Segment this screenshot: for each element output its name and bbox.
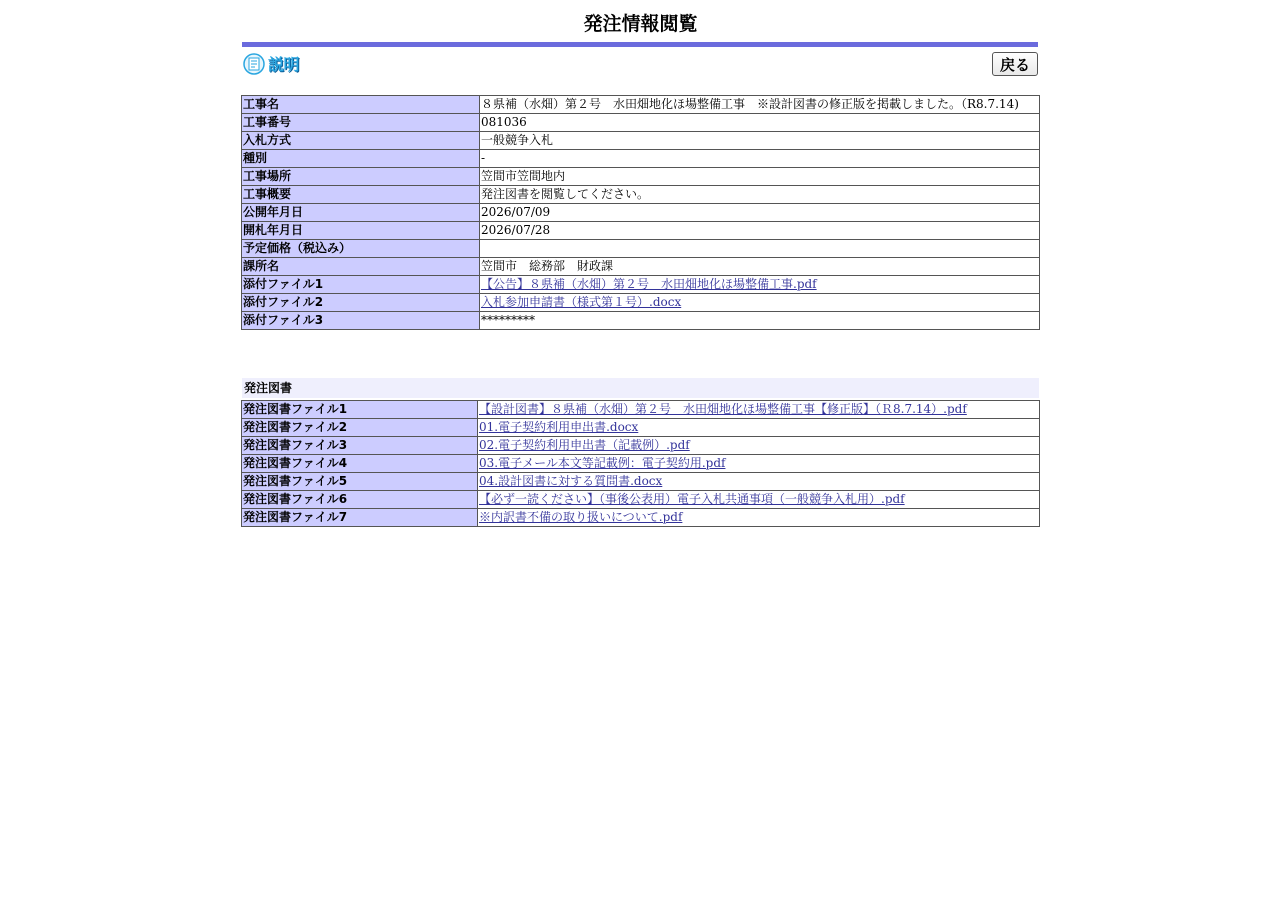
row-label: 発注図書ファイル4 [242, 455, 478, 473]
row-label: 発注図書ファイル5 [242, 473, 478, 491]
table-row [242, 276, 1040, 294]
row-value [480, 240, 1040, 258]
row-value [478, 419, 1040, 437]
table-row [242, 96, 1040, 114]
drawing-file-link[interactable]: 【設計図書】８県補（水畑）第２号 水田畑地化ほ場整備工事【修正版】（Ｒ8.7.14）.pdf [479, 402, 967, 416]
row-value: 2026/07/09 [480, 204, 1040, 222]
row-value [480, 294, 1040, 312]
drawings-table [241, 400, 1040, 527]
row-value [478, 491, 1040, 509]
table-row [242, 258, 1040, 276]
row-label: 発注図書ファイル6 [242, 491, 478, 509]
row-value [478, 437, 1040, 455]
table-row [242, 455, 1040, 473]
help-label: 説明 [268, 55, 300, 74]
row-label: 入札方式 [242, 132, 480, 150]
row-value: 発注図書を閲覧してください。 [480, 186, 1040, 204]
row-label: 予定価格（税込み） [242, 240, 480, 258]
row-value [478, 473, 1040, 491]
row-label: 添付ファイル2 [242, 294, 480, 312]
table-row [242, 401, 1040, 419]
drawing-file-link[interactable]: 03.電子メール本文等記載例：電子契約用.pdf [479, 456, 726, 470]
row-value [480, 276, 1040, 294]
table-row [242, 312, 1040, 330]
section-spacer [241, 330, 1039, 378]
page-container [241, 0, 1039, 527]
row-label: 発注図書ファイル1 [242, 401, 478, 419]
row-value: ８県補（水畑）第２号 水田畑地化ほ場整備工事 ※設計図書の修正版を掲載しました。（R8.7.14) [480, 96, 1040, 114]
table-row [242, 186, 1040, 204]
attachment-link[interactable]: 【公告】８県補（水畑）第２号 水田畑地化ほ場整備工事.pdf [481, 277, 817, 291]
row-value: 一般競争入札 [480, 132, 1040, 150]
toolbar [241, 47, 1039, 95]
row-value: 笠間市笠間地内 [480, 168, 1040, 186]
drawings-section-header: 発注図書 [242, 378, 1039, 398]
table-row [242, 294, 1040, 312]
table-row [242, 132, 1040, 150]
row-value: ********* [480, 312, 1040, 330]
row-label: 工事場所 [242, 168, 480, 186]
table-row [242, 204, 1040, 222]
row-label: 発注図書ファイル3 [242, 437, 478, 455]
table-row [242, 473, 1040, 491]
drawing-file-link[interactable]: 04.設計図書に対する質問書.docx [479, 474, 663, 488]
row-label: 開札年月日 [242, 222, 480, 240]
row-label: 発注図書ファイル7 [242, 509, 478, 527]
row-label: 添付ファイル3 [242, 312, 480, 330]
table-row [242, 240, 1040, 258]
row-label: 発注図書ファイル2 [242, 419, 478, 437]
back-button[interactable]: 戻る [992, 52, 1038, 76]
row-label: 工事概要 [242, 186, 480, 204]
row-value: 081036 [480, 114, 1040, 132]
row-label: 公開年月日 [242, 204, 480, 222]
row-label: 工事番号 [242, 114, 480, 132]
row-label: 添付ファイル1 [242, 276, 480, 294]
table-row [242, 437, 1040, 455]
table-row [242, 150, 1040, 168]
row-value [478, 401, 1040, 419]
table-row [242, 168, 1040, 186]
drawing-file-link[interactable]: 01.電子契約利用申出書.docx [479, 420, 639, 434]
row-value: 笠間市 総務部 財政課 [480, 258, 1040, 276]
table-row [242, 222, 1040, 240]
row-label: 工事名 [242, 96, 480, 114]
drawing-file-link[interactable]: ※内訳書不備の取り扱いについて.pdf [479, 510, 683, 524]
drawing-file-link[interactable]: 02.電子契約利用申出書（記載例）.pdf [479, 438, 690, 452]
page-title: 発注情報閲覧 [583, 13, 698, 35]
attachment-link[interactable]: 入札参加申請書（様式第１号）.docx [481, 295, 682, 309]
row-label: 種別 [242, 150, 480, 168]
document-help-icon [243, 53, 265, 75]
row-value: 2026/07/28 [480, 222, 1040, 240]
row-label: 課所名 [242, 258, 480, 276]
row-value: - [480, 150, 1040, 168]
table-row [242, 419, 1040, 437]
info-table [241, 95, 1040, 330]
table-row [242, 114, 1040, 132]
row-value [478, 455, 1040, 473]
table-row [242, 509, 1040, 527]
help-link[interactable] [243, 52, 299, 75]
table-row [242, 491, 1040, 509]
drawing-file-link[interactable]: 【必ず一読ください】（事後公表用）電子入札共通事項（一般競争入札用）.pdf [479, 492, 905, 506]
row-value [478, 509, 1040, 527]
